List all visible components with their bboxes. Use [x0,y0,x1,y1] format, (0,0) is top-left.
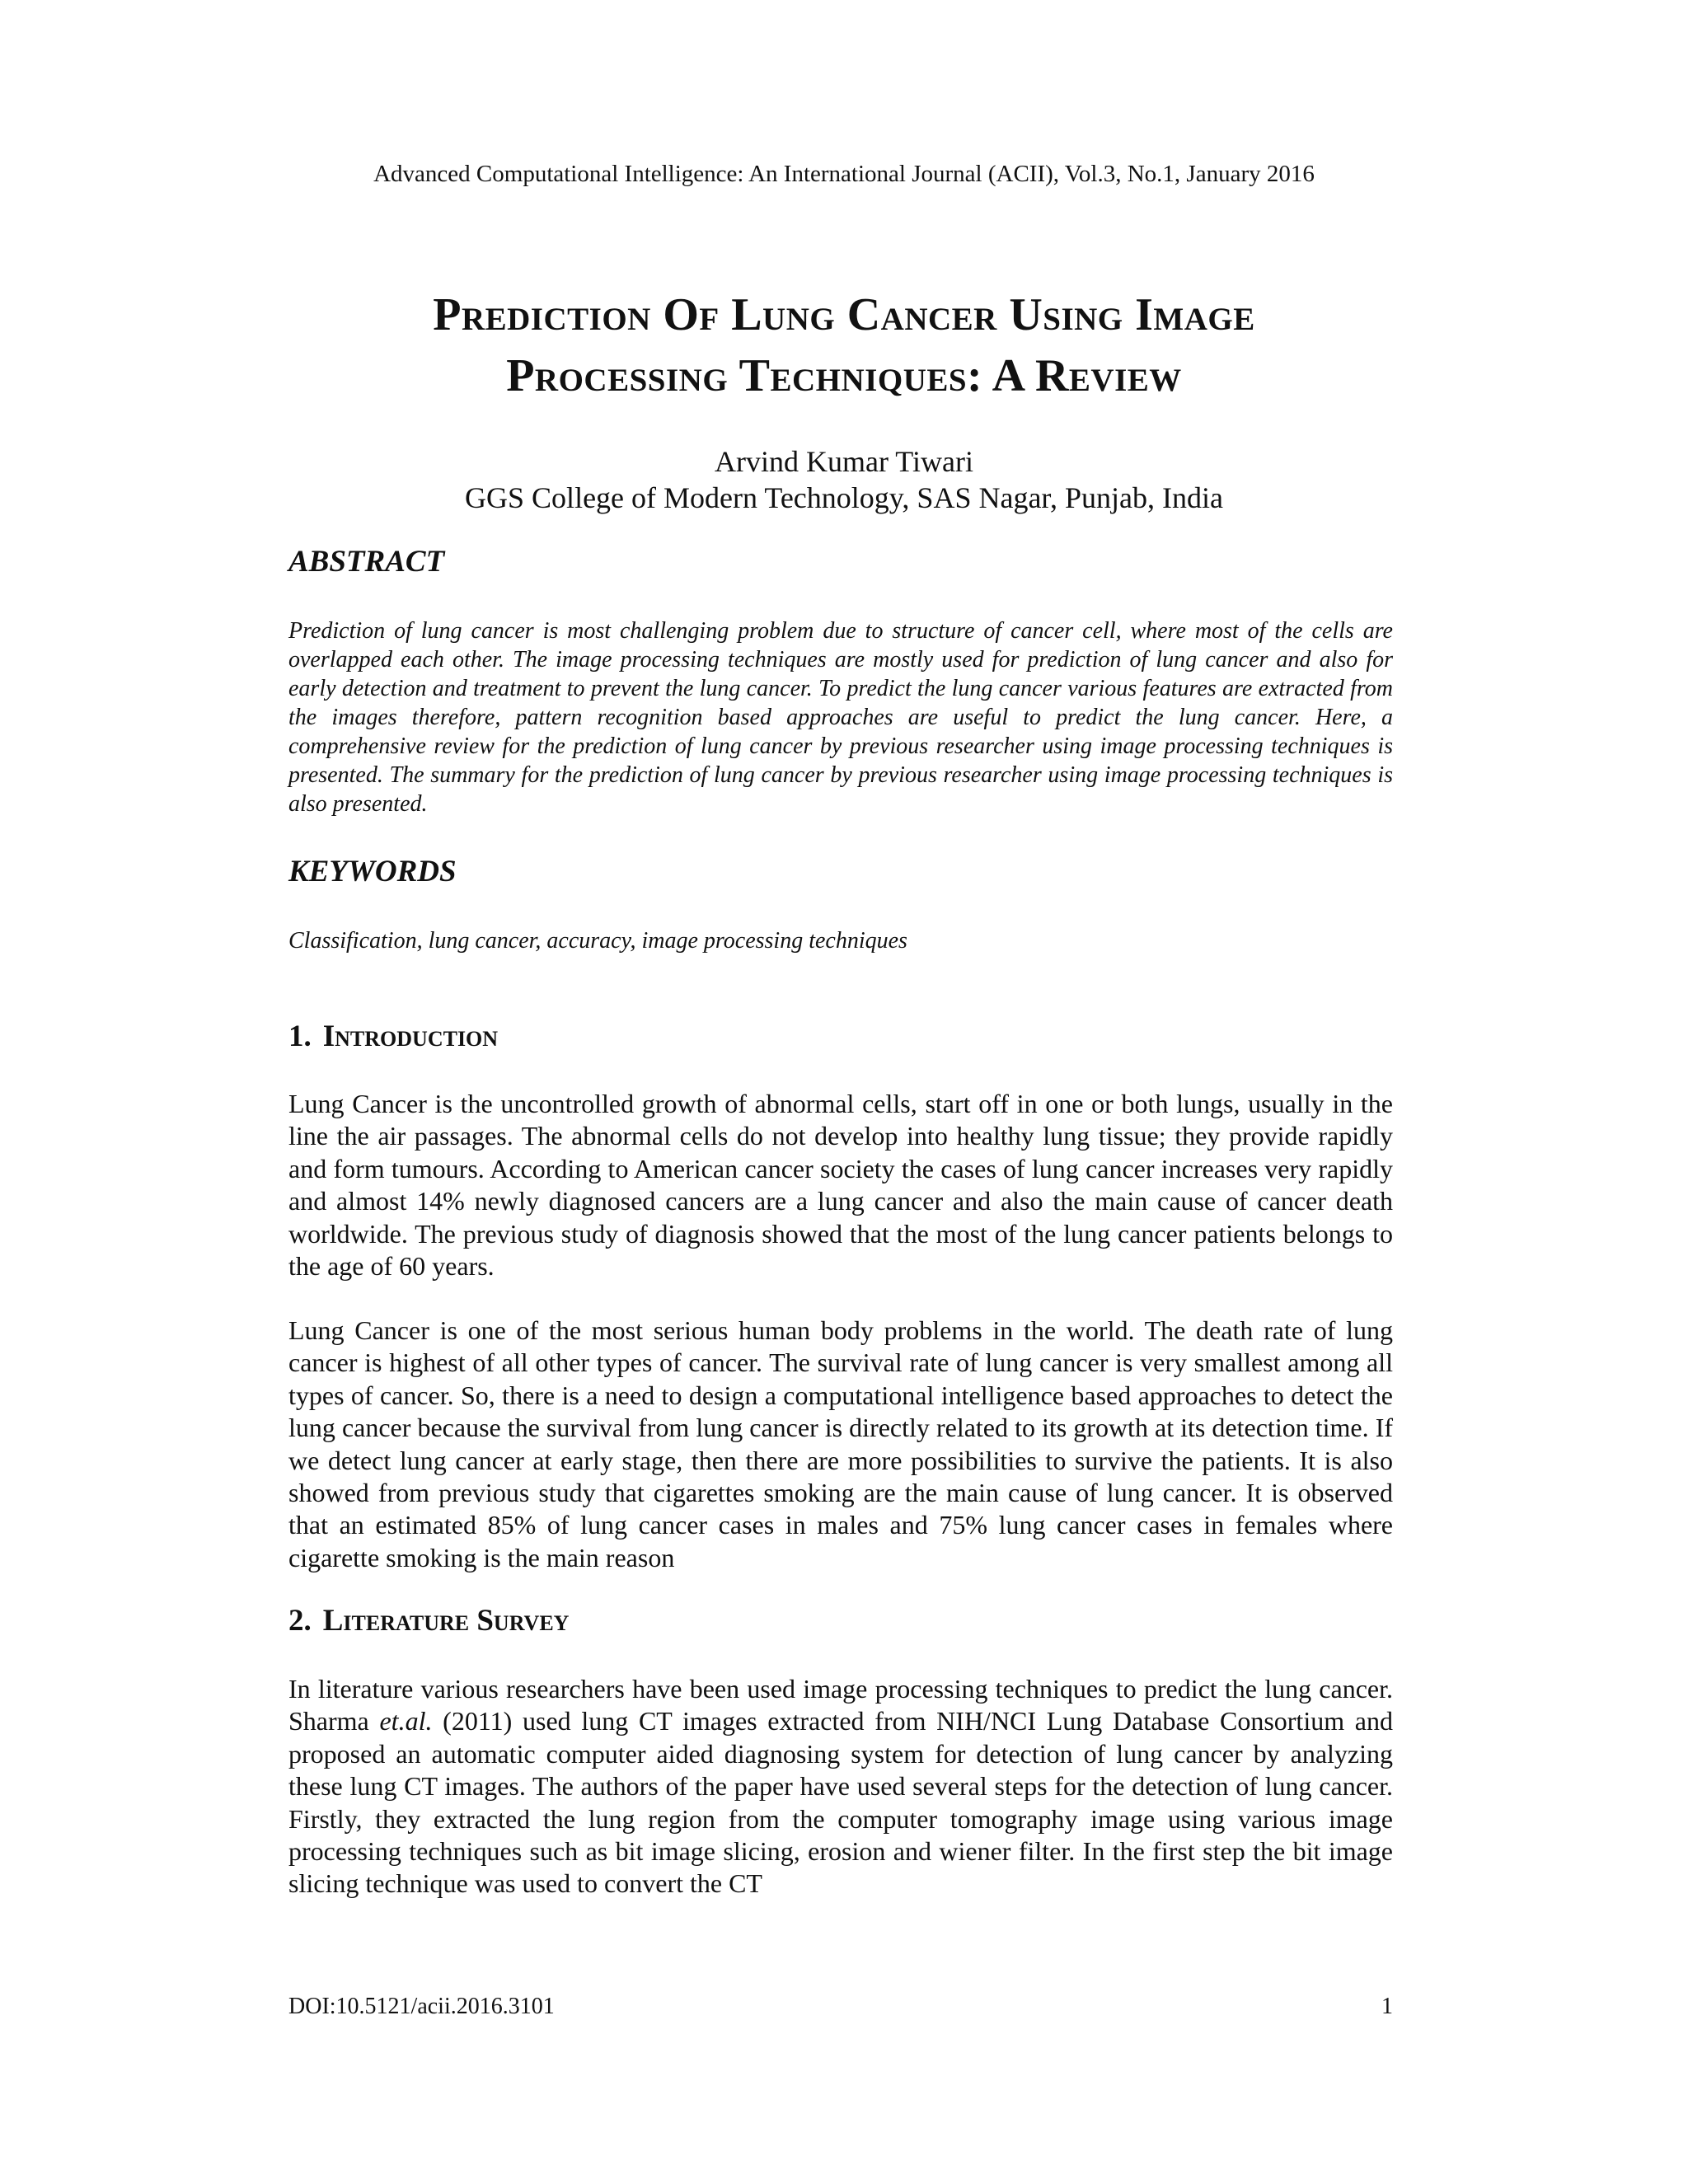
footer-doi: DOI:10.5121/acii.2016.3101 [288,1994,555,2019]
section-2-paragraph-1 [288,1673,1393,1900]
section-number: 2. [288,1604,312,1638]
paper-title-line-1: Prediction Of Lung Cancer Using Image [433,289,1255,340]
section-heading [288,1603,1393,1639]
running-header: Advanced Computational Intelligence: An International Journal (ACII), Vol.3, No.1, January 2016 [373,161,1315,187]
abstract-heading-block [288,544,1393,580]
abstract-heading: ABSTRACT [288,545,445,579]
citation-italic: et.al. [379,1706,433,1736]
section-title: Introduction [322,1019,499,1053]
page-number: 1 [1381,1994,1393,2019]
keywords-text: Classification, lung cancer, accuracy, image processing techniques [288,928,907,954]
author-affiliation: GGS College of Modern Technology, SAS Nagar, Punjab, India [465,481,1223,514]
section-title: Literature Survey [322,1604,570,1638]
paper-title-line-2: Processing Techniques: A Review [506,350,1182,401]
section-number: 1. [288,1019,312,1053]
section-1-paragraph-1 [288,1088,1393,1282]
section-1-paragraph-2 [288,1315,1393,1574]
body-text-run: In literature various researchers have been used image processing techniques to predict the lung cancer. Sharma [288,1674,1393,1736]
body-paragraph [288,1673,1393,1900]
keywords-block [288,926,1393,955]
abstract-block [288,616,1393,818]
abstract-text: Prediction of lung cancer is most challenging problem due to structure of cancer cell, where most of the cells are overlapped each other. The image processing techniques are mostly used for prediction of lung cancer and also for early detection and treatment to prevent the lung cancer. To predict the lung cancer various features are extracted from the images therefore, pattern recognition based approaches are useful to predict the lung cancer. Here, a comprehensive review for the prediction of lung cancer by previous researcher using image processing techniques is presented. The summary for the prediction of lung cancer by previous researcher using image processing techniques is also presented. [288,618,1393,817]
author-name: Arvind Kumar Tiwari [715,445,973,478]
section-heading [288,1019,1393,1055]
keywords-heading: KEYWORDS [288,855,457,888]
keywords-heading-block [288,854,1393,890]
section-1-heading-block [288,1019,1393,1055]
paper-title [0,284,1688,406]
body-text-run: (2011) used lung CT images extracted from NIH/NCI Lung Database Consortium and proposed an automatic computer aided diagnosing system for detection of lung cancer by analyzing these lung CT images. The authors of the paper have used several steps for the detection of lung cancer. Firstly, they extracted the lung region from the computer tomography image using various image processing techniques such as bit image slicing, erosion and wiener filter. In the first step the bit image slicing technique was used to convert the CT [288,1706,1394,1899]
section-2-heading-block [288,1603,1393,1639]
body-paragraph: Lung Cancer is the uncontrolled growth of abnormal cells, start off in one or both lungs, usually in the line the air passages. The abnormal cells do not develop into healthy lung tissue; they provide rapidly and form tumours. According to American cancer society the cases of lung cancer increases very rapidly and almost 14% newly diagnosed cancers are a lung cancer and also the main cause of cancer death worldwide. The previous study of diagnosis showed that the most of the lung cancer patients belongs to the age of 60 years. [288,1089,1393,1282]
body-paragraph: Lung Cancer is one of the most serious human body problems in the world. The death rate of lung cancer is highest of all other types of cancer. The survival rate of lung cancer is very smallest among all types of cancer. So, there is a need to design a computational intelligence based approaches to detect the lung cancer because the survival from lung cancer is directly related to its growth at its detection time. If we detect lung cancer at early stage, then there are more possibilities to survive the patients. It is also showed from previous study that cigarettes smoking are the main cause of lung cancer. It is observed that an estimated 85% of lung cancer cases in males and 75% lung cancer cases in females where cigarette smoking is the main reason [288,1315,1393,1572]
